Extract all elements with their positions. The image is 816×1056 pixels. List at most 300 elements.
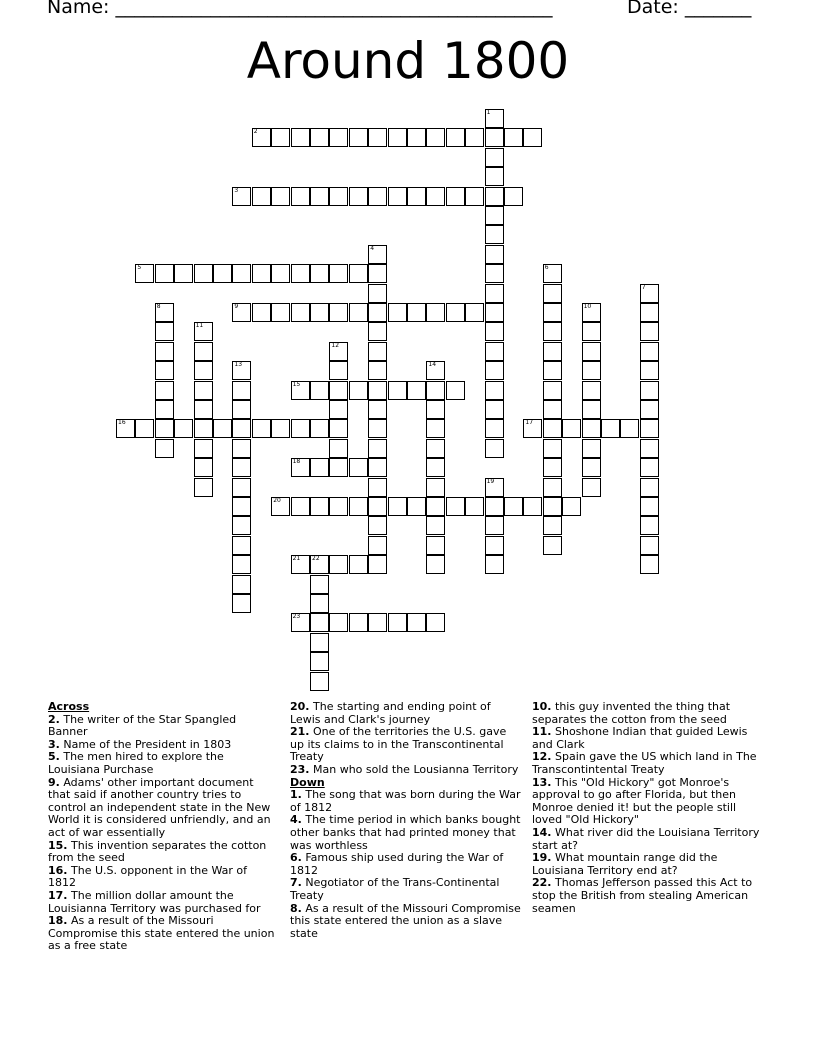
grid-cell[interactable] [329, 187, 348, 206]
grid-cell[interactable] [368, 245, 387, 264]
grid-cell[interactable] [562, 497, 581, 516]
grid-cell[interactable] [543, 400, 562, 419]
clue-item-number: 11. [532, 725, 552, 739]
grid-cell[interactable] [291, 497, 310, 516]
clue-item-number: 15. [48, 838, 68, 852]
clue-item-number: 10. [532, 700, 552, 713]
grid-cell[interactable] [601, 419, 620, 438]
grid-cell[interactable] [543, 458, 562, 477]
grid-cell[interactable] [194, 264, 213, 283]
grid-cell[interactable] [135, 419, 154, 438]
grid-cell[interactable] [426, 478, 445, 497]
grid-cell[interactable] [232, 478, 251, 497]
grid-cell[interactable] [543, 439, 562, 458]
grid-cell[interactable] [368, 284, 387, 303]
grid-cell[interactable] [271, 497, 290, 516]
name-field-label: Name: ______________________________________________ [47, 0, 553, 18]
grid-cell[interactable] [485, 245, 504, 264]
grid-cell[interactable] [407, 497, 426, 516]
grid-cell[interactable] [368, 128, 387, 147]
grid-cell[interactable] [310, 594, 329, 613]
grid-cell[interactable] [620, 419, 639, 438]
grid-cell[interactable] [155, 400, 174, 419]
grid-cell[interactable] [485, 536, 504, 555]
clue-item-text: This invention separates the cotton from the seed [48, 838, 267, 865]
grid-cell[interactable] [349, 303, 368, 322]
grid-cell[interactable] [426, 497, 445, 516]
grid-cell[interactable] [155, 322, 174, 341]
grid-cell[interactable] [368, 381, 387, 400]
grid-cell[interactable] [368, 342, 387, 361]
grid-cell[interactable] [329, 555, 348, 574]
grid-cell[interactable] [426, 458, 445, 477]
grid-cell[interactable] [155, 381, 174, 400]
grid-cell[interactable] [485, 497, 504, 516]
grid-cell[interactable] [291, 187, 310, 206]
grid-cell[interactable] [640, 322, 659, 341]
clue-item-text: What river did the Louisiana Territory start at? [532, 825, 760, 852]
grid-cell[interactable] [213, 419, 232, 438]
grid-cell[interactable] [349, 555, 368, 574]
grid-cell[interactable] [426, 555, 445, 574]
grid-cell[interactable] [426, 439, 445, 458]
grid-cell[interactable] [426, 400, 445, 419]
clue-number: 10 [583, 303, 592, 310]
grid-cell[interactable] [252, 187, 271, 206]
clue-item-number: 21. [290, 725, 310, 739]
grid-cell[interactable] [232, 400, 251, 419]
grid-cell[interactable] [174, 419, 193, 438]
grid-cell[interactable] [640, 497, 659, 516]
grid-cell[interactable] [523, 419, 542, 438]
grid-cell[interactable] [465, 303, 484, 322]
grid-cell[interactable] [485, 225, 504, 244]
grid-cell[interactable] [271, 419, 290, 438]
grid-cell[interactable] [174, 264, 193, 283]
clue-item-number: 19. [532, 851, 552, 865]
grid-cell[interactable] [485, 419, 504, 438]
grid-cell[interactable] [407, 381, 426, 400]
grid-cell[interactable] [329, 361, 348, 380]
grid-cell[interactable] [426, 419, 445, 438]
grid-cell[interactable] [329, 458, 348, 477]
grid-cell[interactable] [368, 322, 387, 341]
grid-cell[interactable] [310, 497, 329, 516]
clue-column-1 [48, 701, 278, 953]
grid-cell[interactable] [368, 400, 387, 419]
clue-item-number: 12. [532, 750, 552, 764]
grid-cell[interactable] [640, 361, 659, 380]
clue-item-number: 3. [48, 737, 60, 751]
grid-cell[interactable] [310, 187, 329, 206]
grid-cell[interactable] [310, 672, 329, 691]
clue-item [48, 751, 278, 776]
grid-cell[interactable] [310, 613, 329, 632]
grid-cell[interactable] [465, 128, 484, 147]
grid-cell[interactable] [388, 128, 407, 147]
grid-cell[interactable] [485, 381, 504, 400]
grid-cell[interactable] [368, 439, 387, 458]
clue-item-number: 17. [48, 888, 68, 902]
grid-cell[interactable] [446, 303, 465, 322]
grid-cell[interactable] [640, 342, 659, 361]
clue-section-heading: Across [48, 700, 90, 713]
grid-cell[interactable] [271, 303, 290, 322]
grid-cell[interactable] [485, 303, 504, 322]
grid-cell[interactable] [640, 536, 659, 555]
grid-cell[interactable] [485, 148, 504, 167]
grid-cell[interactable] [407, 128, 426, 147]
grid-cell[interactable] [232, 594, 251, 613]
clue-item-text: The U.S. opponent in the War of 1812 [48, 863, 248, 890]
grid-cell[interactable] [640, 439, 659, 458]
clue-item [532, 777, 764, 827]
grid-cell[interactable] [194, 439, 213, 458]
grid-cell[interactable] [485, 478, 504, 497]
clue-column-2 [290, 701, 522, 940]
clue-item-number: 1. [290, 788, 302, 802]
grid-cell[interactable] [349, 381, 368, 400]
grid-cell[interactable] [640, 381, 659, 400]
grid-cell[interactable] [504, 187, 523, 206]
grid-cell[interactable] [368, 478, 387, 497]
grid-cell[interactable] [310, 303, 329, 322]
grid-cell[interactable] [543, 361, 562, 380]
clue-item-number: 13. [532, 775, 552, 789]
grid-cell[interactable] [465, 497, 484, 516]
grid-cell[interactable] [232, 575, 251, 594]
grid-cell[interactable] [485, 322, 504, 341]
grid-cell[interactable] [582, 381, 601, 400]
grid-cell[interactable] [310, 652, 329, 671]
grid-cell[interactable] [368, 419, 387, 438]
grid-cell[interactable] [388, 497, 407, 516]
grid-cell[interactable] [155, 361, 174, 380]
clue-item-text: this guy invented the thing that separates the cotton from the seed [532, 700, 731, 726]
grid-cell[interactable] [446, 497, 465, 516]
grid-cell[interactable] [232, 419, 251, 438]
grid-cell[interactable] [582, 478, 601, 497]
grid-cell[interactable] [523, 128, 542, 147]
grid-cell[interactable] [232, 536, 251, 555]
grid-cell[interactable] [349, 128, 368, 147]
grid-cell[interactable] [485, 516, 504, 535]
clue-number: 5 [137, 264, 142, 272]
grid-cell[interactable] [271, 128, 290, 147]
grid-cell[interactable] [252, 303, 271, 322]
grid-cell[interactable] [252, 264, 271, 283]
grid-cell[interactable] [543, 516, 562, 535]
grid-cell[interactable] [329, 128, 348, 147]
grid-cell[interactable] [543, 264, 562, 283]
grid-cell[interactable] [543, 284, 562, 303]
grid-cell[interactable] [368, 264, 387, 283]
grid-cell[interactable] [485, 187, 504, 206]
grid-cell[interactable] [291, 381, 310, 400]
grid-cell[interactable] [194, 361, 213, 380]
grid-cell[interactable] [329, 400, 348, 419]
grid-cell[interactable] [485, 206, 504, 225]
grid-cell[interactable] [640, 284, 659, 303]
grid-cell[interactable] [310, 128, 329, 147]
clue-item [532, 827, 764, 852]
grid-cell[interactable] [252, 128, 271, 147]
grid-cell[interactable] [543, 322, 562, 341]
clue-number: 18 [292, 458, 301, 466]
grid-cell[interactable] [291, 264, 310, 283]
grid-cell[interactable] [426, 613, 445, 632]
grid-cell[interactable] [485, 361, 504, 380]
clue-section-heading: Down [290, 775, 325, 789]
clue-number: 15 [292, 380, 301, 388]
grid-cell[interactable] [485, 167, 504, 186]
clue-item [48, 865, 278, 890]
grid-cell[interactable] [485, 284, 504, 303]
clue-number: 20 [273, 497, 281, 504]
grid-cell[interactable] [485, 342, 504, 361]
grid-cell[interactable] [582, 439, 601, 458]
clue-number: 8 [156, 303, 161, 310]
grid-cell[interactable] [155, 342, 174, 361]
clue-item-text: The men hired to explore the Louisiana Purchase [48, 750, 224, 776]
grid-cell[interactable] [388, 303, 407, 322]
clue-number: 3 [234, 186, 239, 194]
clue-item [48, 890, 278, 915]
clue-item [290, 701, 522, 726]
grid-cell[interactable] [329, 613, 348, 632]
clue-number: 6 [544, 264, 549, 272]
grid-cell[interactable] [426, 187, 445, 206]
grid-cell[interactable] [368, 536, 387, 555]
grid-cell[interactable] [504, 128, 523, 147]
grid-cell[interactable] [368, 516, 387, 535]
grid-cell[interactable] [232, 264, 251, 283]
grid-cell[interactable] [426, 303, 445, 322]
clue-number: 12 [331, 341, 340, 349]
grid-cell[interactable] [232, 497, 251, 516]
grid-cell[interactable] [349, 187, 368, 206]
grid-cell[interactable] [291, 555, 310, 574]
grid-cell[interactable] [329, 419, 348, 438]
grid-cell[interactable] [640, 555, 659, 574]
grid-cell[interactable] [329, 381, 348, 400]
grid-cell[interactable] [446, 187, 465, 206]
clue-item-number: 16. [48, 863, 68, 877]
grid-cell[interactable] [446, 381, 465, 400]
grid-cell[interactable] [194, 419, 213, 438]
clue-item-text: Negotiator of the Trans-Continental Treaty [290, 876, 500, 902]
grid-cell[interactable] [310, 633, 329, 652]
grid-cell[interactable] [329, 439, 348, 458]
grid-cell[interactable] [155, 439, 174, 458]
grid-cell[interactable] [194, 381, 213, 400]
grid-cell[interactable] [485, 128, 504, 147]
clue-item [48, 840, 278, 865]
grid-cell[interactable] [291, 458, 310, 477]
clue-item-number: 14. [532, 825, 552, 839]
clue-item-number: 22. [532, 876, 552, 890]
clue-item-number: 9. [48, 775, 60, 789]
grid-cell[interactable] [543, 497, 562, 516]
grid-cell[interactable] [582, 458, 601, 477]
grid-cell[interactable] [349, 458, 368, 477]
grid-cell[interactable] [349, 613, 368, 632]
page-title: Around 1800 [246, 32, 570, 90]
clue-number: 19 [486, 477, 495, 485]
clue-item-text: The time period in which banks bought other banks that had printed money that was worthless [290, 813, 521, 852]
grid-cell[interactable] [329, 303, 348, 322]
grid-cell[interactable] [407, 613, 426, 632]
clue-item-number: 8. [290, 901, 302, 915]
grid-cell[interactable] [485, 109, 504, 128]
clue-item-text: As a result of the Missouri Compromise this state entered the union as a slave state [290, 901, 521, 940]
grid-cell[interactable] [213, 264, 232, 283]
clue-item [48, 915, 278, 953]
clue-column-3 [532, 701, 764, 915]
clue-item-number: 18. [48, 914, 68, 928]
clue-number: 11 [195, 322, 204, 330]
grid-cell[interactable] [271, 187, 290, 206]
grid-cell[interactable] [407, 303, 426, 322]
grid-cell[interactable] [291, 128, 310, 147]
clue-item-text: One of the territories the U.S. gave up its claims to in the Transcontinental Treaty [290, 725, 507, 764]
clue-item [532, 726, 764, 751]
grid-cell[interactable] [232, 381, 251, 400]
grid-cell[interactable] [232, 516, 251, 535]
clue-item [532, 701, 764, 726]
grid-cell[interactable] [388, 381, 407, 400]
clue-item-number: 6. [290, 851, 302, 865]
grid-cell[interactable] [194, 478, 213, 497]
clue-item-text: Spain gave the US which land in The Transcontintental Treaty [532, 750, 757, 776]
grid-cell[interactable] [232, 187, 251, 206]
grid-cell[interactable] [426, 381, 445, 400]
grid-cell[interactable] [291, 419, 310, 438]
clue-item [532, 751, 764, 776]
grid-cell[interactable] [194, 400, 213, 419]
grid-cell[interactable] [426, 128, 445, 147]
grid-cell[interactable] [446, 128, 465, 147]
clue-item-text: Man who sold the Lousianna Territory [313, 762, 519, 776]
grid-cell[interactable] [485, 264, 504, 283]
grid-cell[interactable] [543, 342, 562, 361]
clue-item-number: 2. [48, 712, 60, 726]
grid-cell[interactable] [543, 536, 562, 555]
grid-cell[interactable] [388, 613, 407, 632]
grid-cell[interactable] [640, 478, 659, 497]
grid-cell[interactable] [349, 264, 368, 283]
grid-cell[interactable] [426, 516, 445, 535]
grid-cell[interactable] [194, 322, 213, 341]
grid-cell[interactable] [465, 187, 484, 206]
grid-cell[interactable] [368, 187, 387, 206]
grid-cell[interactable] [485, 555, 504, 574]
clue-item-text: Shoshone Indian that guided Lewis and Clark [532, 725, 748, 751]
grid-cell[interactable] [523, 497, 542, 516]
grid-cell[interactable] [310, 555, 329, 574]
grid-cell[interactable] [640, 419, 659, 438]
grid-cell[interactable] [310, 419, 329, 438]
grid-cell[interactable] [232, 458, 251, 477]
grid-cell[interactable] [252, 419, 271, 438]
grid-cell[interactable] [485, 439, 504, 458]
grid-cell[interactable] [194, 342, 213, 361]
grid-cell[interactable] [582, 361, 601, 380]
grid-cell[interactable] [232, 361, 251, 380]
grid-cell[interactable] [582, 419, 601, 438]
grid-cell[interactable] [116, 419, 135, 438]
grid-cell[interactable] [368, 303, 387, 322]
grid-cell[interactable] [329, 497, 348, 516]
clue-number: 17 [525, 419, 534, 427]
grid-cell[interactable] [155, 419, 174, 438]
grid-cell[interactable] [135, 264, 154, 283]
grid-cell[interactable] [543, 381, 562, 400]
grid-cell[interactable] [232, 555, 251, 574]
grid-cell[interactable] [271, 264, 290, 283]
clue-item-text: The million dollar amount the Louisianna Territory was purchased for [48, 888, 261, 915]
clue-item-number: 20. [290, 700, 310, 713]
grid-cell[interactable] [582, 303, 601, 322]
grid-cell[interactable] [232, 303, 251, 322]
grid-cell[interactable] [640, 400, 659, 419]
grid-cell[interactable] [291, 613, 310, 632]
clue-number: 4 [370, 244, 375, 252]
grid-cell[interactable] [155, 303, 174, 322]
grid-cell[interactable] [640, 516, 659, 535]
grid-cell[interactable] [349, 497, 368, 516]
clue-item-number: 23. [290, 762, 310, 776]
grid-cell[interactable] [232, 439, 251, 458]
clue-item-text: The starting and ending point of Lewis and Clark's journey [290, 700, 491, 726]
grid-cell[interactable] [310, 575, 329, 594]
grid-cell[interactable] [194, 458, 213, 477]
grid-cell[interactable] [310, 381, 329, 400]
grid-cell[interactable] [368, 613, 387, 632]
grid-cell[interactable] [368, 555, 387, 574]
grid-cell[interactable] [543, 478, 562, 497]
grid-cell[interactable] [640, 303, 659, 322]
grid-cell[interactable] [368, 497, 387, 516]
grid-cell[interactable] [310, 458, 329, 477]
grid-cell[interactable] [504, 497, 523, 516]
grid-cell[interactable] [329, 342, 348, 361]
grid-cell[interactable] [562, 419, 581, 438]
grid-cell[interactable] [543, 419, 562, 438]
grid-cell[interactable] [640, 458, 659, 477]
grid-cell[interactable] [388, 187, 407, 206]
grid-cell[interactable] [485, 400, 504, 419]
clue-item-text: Name of the President in 1803 [63, 737, 232, 751]
grid-cell[interactable] [310, 264, 329, 283]
grid-cell[interactable] [543, 303, 562, 322]
grid-cell[interactable] [582, 400, 601, 419]
grid-cell[interactable] [426, 536, 445, 555]
grid-cell[interactable] [368, 458, 387, 477]
grid-cell[interactable] [407, 187, 426, 206]
grid-cell[interactable] [426, 361, 445, 380]
grid-cell[interactable] [155, 264, 174, 283]
date-field-label: Date: _______ [627, 0, 752, 18]
grid-cell[interactable] [582, 322, 601, 341]
clue-item [290, 877, 522, 902]
clue-number: 9 [234, 303, 239, 310]
grid-cell[interactable] [329, 264, 348, 283]
grid-cell[interactable] [582, 342, 601, 361]
clue-item [290, 903, 522, 941]
grid-cell[interactable] [291, 303, 310, 322]
grid-cell[interactable] [368, 361, 387, 380]
